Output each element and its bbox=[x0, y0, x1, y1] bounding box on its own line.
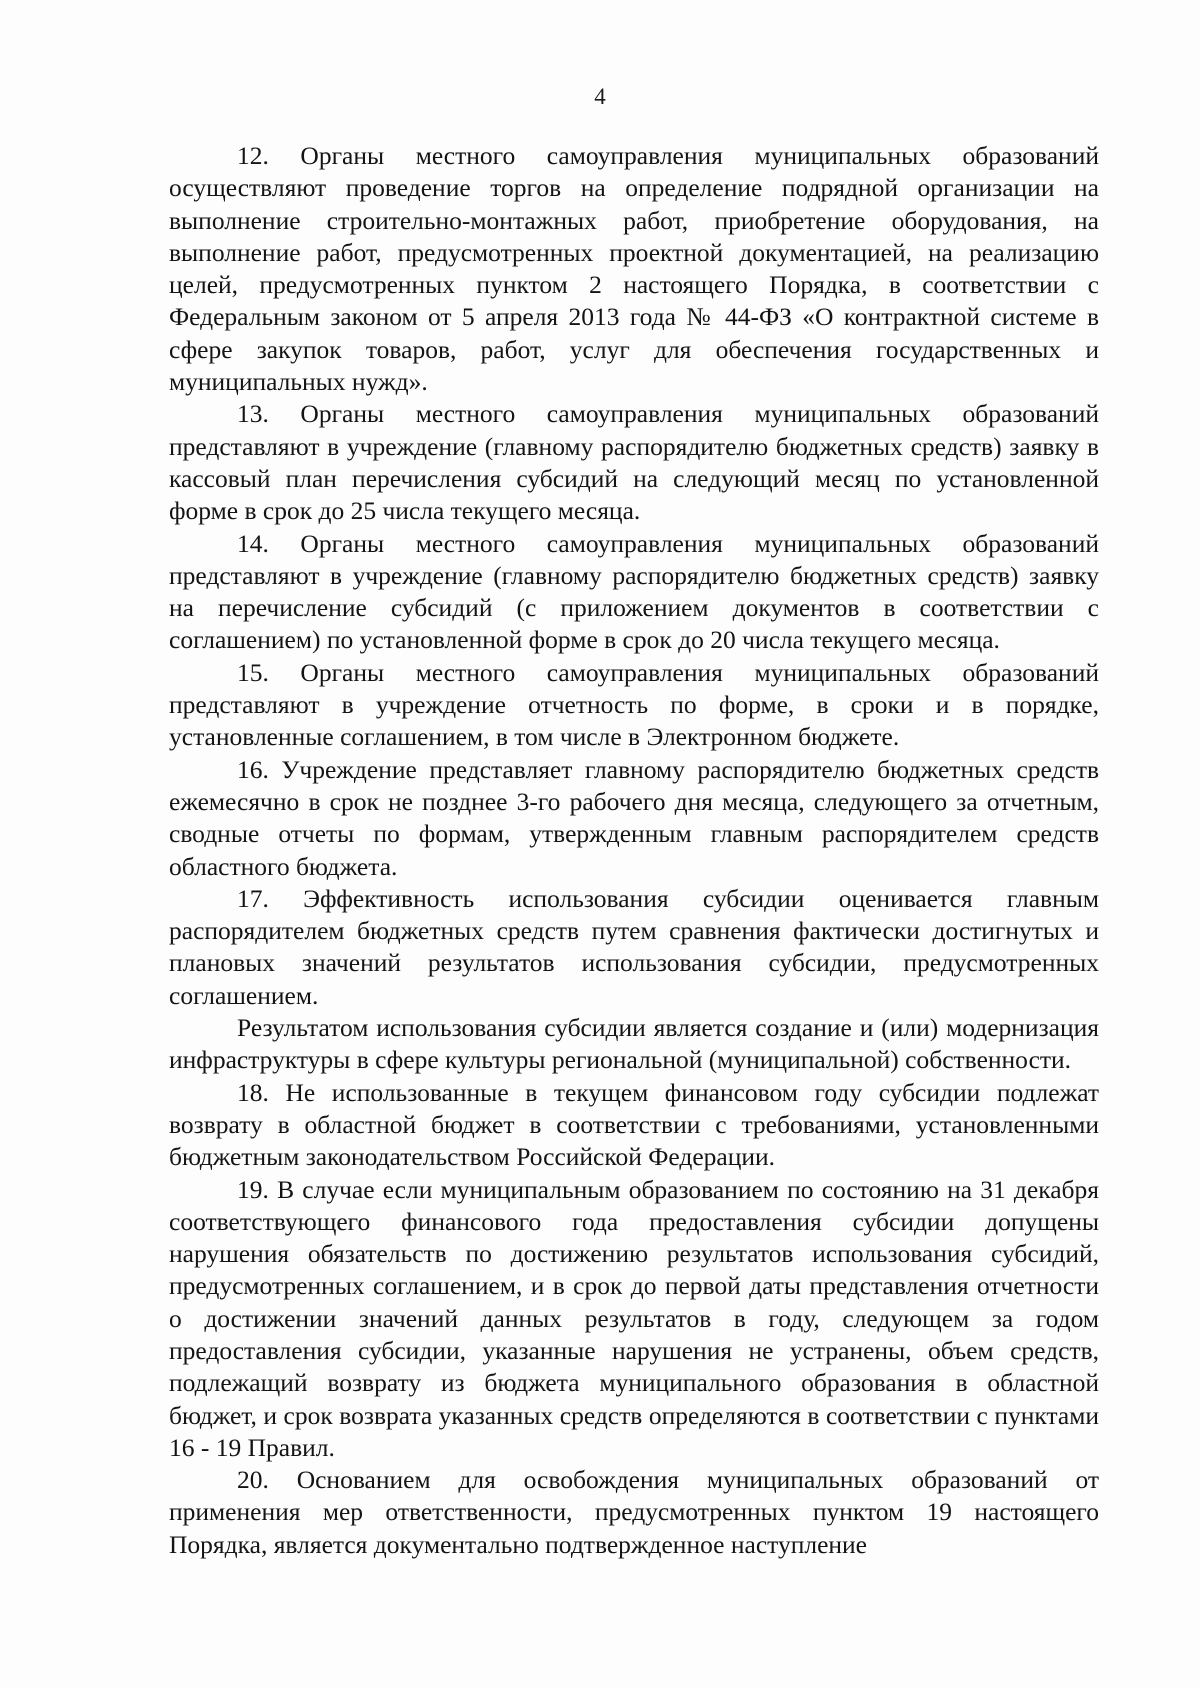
paragraph-15: 15. Органы местного самоуправления муниципальных образований представляют в учреждение отчетность по форме, в сроки и в порядке, установленные соглашением, в том числе в Электронном бюджете. bbox=[169, 657, 1099, 752]
paragraph-17-result: Результатом использования субсидии является создание и (или) модернизация инфраструктуры в сфере культуры региональной (муниципальной) собственности. bbox=[169, 1013, 1099, 1075]
document-body bbox=[169, 140, 1099, 1561]
paragraph-17: 17. Эффективность использования субсидии оценивается главным распорядителем бюджетных средств путем сравнения фактически достигнутых и плановых значений результатов использования субсидии, предусмотренных соглашением. bbox=[169, 883, 1099, 1010]
paragraph-19: 19. В случае если муниципальным образованием по состоянию на 31 декабря соответствующего финансового года предоставления субсидии допущены нарушения обязательств по достижению результатов использования субсидий, предусмотренных соглашением, и в срок до первой даты представления отчетности о достижении значений данных результатов в году, следующем за годом предоставления субсидии, указанные нарушения не устранены, объем средств, подлежащий возврату из бюджета муниципального образования в областной бюджет, и срок возврата указанных средств определяются в соответствии с пунктами 16 - 19 Правил. bbox=[169, 1174, 1099, 1462]
paragraph-12: 12. Органы местного самоуправления муниципальных образований осуществляют проведение торгов на определение подрядной организации на выполнение строительно-монтажных работ, приобретение оборудования, на выполнение работ, предусмотренных проектной документацией, на реализацию целей, предусмотренных пунктом 2 настоящего Порядка, в соответствии с Федеральным законом от 5 апреля 2013 года № 44-ФЗ «О контрактной системе в сфере закупок товаров, работ, услуг для обеспечения государственных и муниципальных нужд». bbox=[169, 141, 1099, 397]
paragraph-14: 14. Органы местного самоуправления муниципальных образований представляют в учреждение (главному распорядителю бюджетных средств) заявку на перечисление субсидий (с приложением документов в соответствии с соглашением) по установленной форме в срок до 20 числа текущего месяца. bbox=[169, 528, 1099, 655]
paragraph-16: 16. Учреждение представляет главному распорядителю бюджетных средств ежемесячно в срок не позднее 3-го рабочего дня месяца, следующего за отчетным, сводные отчеты по формам, утвержденным главным распорядителем средств областного бюджета. bbox=[169, 754, 1099, 881]
paragraph-13: 13. Органы местного самоуправления муниципальных образований представляют в учреждение (главному распорядителю бюджетных средств) заявку в кассовый план перечисления субсидий на следующий месяц по установленной форме в срок до 25 числа текущего месяца. bbox=[169, 399, 1099, 526]
paragraph-20: 20. Основанием для освобождения муниципальных образований от применения мер ответственности, предусмотренных пунктом 19 настоящего Порядка, является документально подтвержденное наступление bbox=[169, 1465, 1099, 1559]
page-number: 4 bbox=[594, 84, 606, 109]
paragraph-18: 18. Не использованные в текущем финансовом году субсидии подлежат возврату в областной бюджет в соответствии с требованиями, установленными бюджетным законодательством Российской Федерации. bbox=[169, 1077, 1099, 1172]
